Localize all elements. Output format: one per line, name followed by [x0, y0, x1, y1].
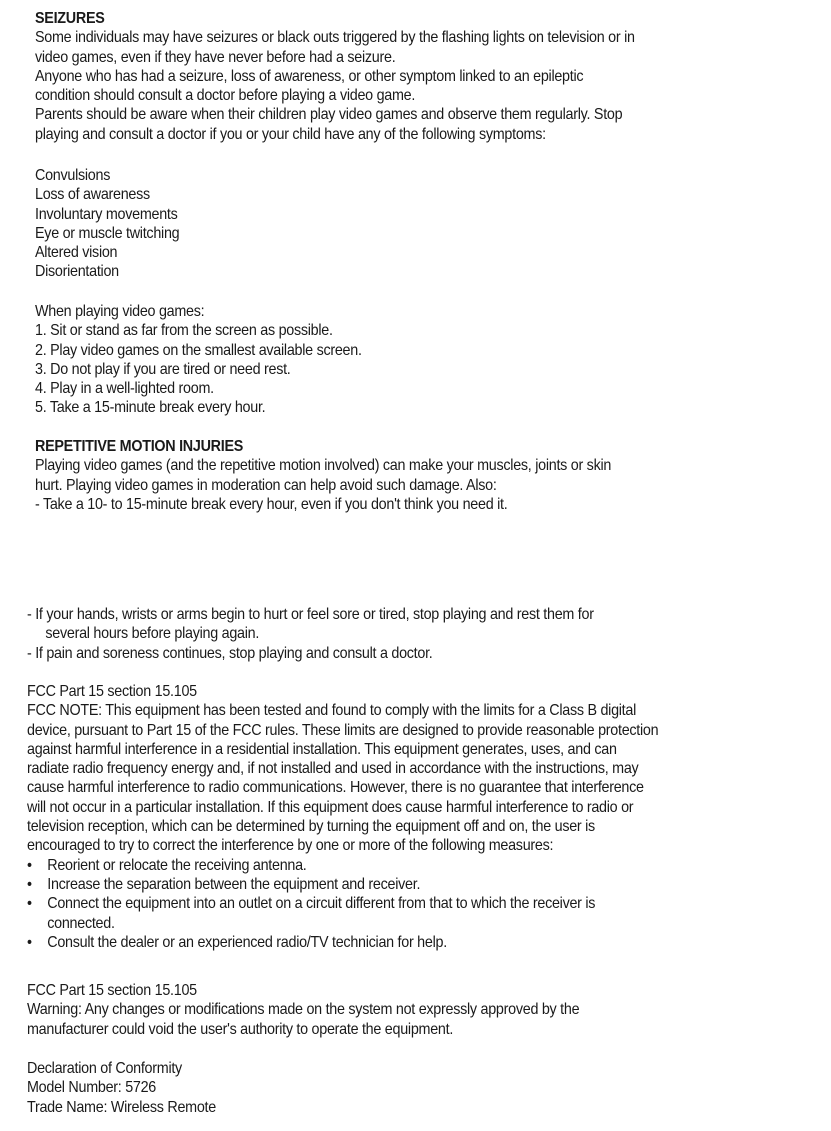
repetitive-item: - If your hands, wrists or arms begin to hurt or feel sore or tired, stop playing and rest them for [27, 606, 594, 623]
trade-name: Trade Name: Wireless Remote [27, 1098, 216, 1116]
bullet-icon: • [27, 875, 32, 893]
symptom-item: Involuntary movements [35, 205, 178, 223]
seizures-line: Anyone who has had a seizure, loss of awareness, or other symptom linked to an epileptic [35, 67, 584, 85]
fcc-note-line: will not occur in a particular installation. If this equipment does cause harmful interference to radio or [27, 798, 634, 816]
fcc-bullet-text: Consult the dealer or an experienced radio/TV technician for help. [47, 933, 447, 951]
fcc-note-section [27, 682, 658, 952]
declaration-title: Declaration of Conformity [27, 1060, 182, 1077]
fcc-bullet [27, 856, 658, 875]
tip-item: 2. Play video games on the smallest available screen. [35, 341, 362, 359]
fcc-bullet-text: Connect the equipment into an outlet on a circuit different from that to which the receiver is [47, 895, 596, 913]
tip-item: 3. Do not play if you are tired or need rest. [35, 360, 291, 378]
seizures-line: Some individuals may have seizures or black outs triggered by the flashing lights on television or in [35, 29, 635, 47]
symptom-item: Disorientation [35, 263, 119, 281]
fcc-bullet-text: Increase the separation between the equipment and receiver. [47, 875, 421, 893]
seizures-line: playing and consult a doctor if you or your child have any of the following symptoms: [35, 125, 546, 143]
declaration-section [27, 1059, 216, 1117]
fcc-title: FCC Part 15 section 15.105 [27, 683, 197, 700]
fcc-bullet-cont: connected. [47, 914, 115, 932]
fcc-warning-line: Warning: Any changes or modifications made on the system not expressly approved by the [27, 1001, 580, 1019]
symptom-item: Convulsions [35, 167, 111, 184]
fcc-bullet-text: Reorient or relocate the receiving antenna. [47, 856, 307, 874]
seizures-heading: SEIZURES [35, 10, 105, 27]
seizures-section [35, 9, 635, 144]
symptom-item: Altered vision [35, 244, 118, 262]
repetitive-section [35, 437, 611, 514]
fcc-note-line: cause harmful interference to radio communications. However, there is no guarantee that interference [27, 779, 644, 797]
fcc-note-line: against harmful interference in a residential installation. This equipment generates, uses, and can [27, 740, 617, 758]
repetitive-continued [27, 605, 594, 663]
repetitive-line: hurt. Playing video games in moderation can help avoid such damage. Also: [35, 476, 497, 494]
repetitive-heading: REPETITIVE MOTION INJURIES [35, 438, 244, 455]
repetitive-item: - If pain and soreness continues, stop playing and consult a doctor. [27, 644, 433, 662]
symptom-item: Loss of awareness [35, 186, 150, 204]
tip-item: 1. Sit or stand as far from the screen as possible. [35, 322, 333, 340]
bullet-icon: • [27, 856, 32, 874]
symptoms-list [35, 166, 179, 282]
symptom-item: Eye or muscle twitching [35, 224, 180, 242]
fcc-bullet [27, 875, 658, 894]
repetitive-item: - Take a 10- to 15-minute break every hour, even if you don't think you need it. [35, 495, 508, 513]
tip-item: 4. Play in a well-lighted room. [35, 380, 214, 398]
seizures-line: condition should consult a doctor before playing a video game. [35, 87, 416, 105]
fcc-title: FCC Part 15 section 15.105 [27, 982, 197, 999]
tip-item: 5. Take a 15-minute break every hour. [35, 399, 266, 417]
fcc-bullet [27, 894, 658, 913]
fcc-bullet [27, 933, 658, 952]
repetitive-line: Playing video games (and the repetitive motion involved) can make your muscles, joints or skin [35, 457, 612, 475]
fcc-note-line: radiate radio frequency energy and, if not installed and used in accordance with the instructions, may [27, 760, 639, 778]
seizures-line: video games, even if they have never before had a seizure. [35, 48, 396, 66]
bullet-icon: • [27, 895, 32, 913]
fcc-warning-section [27, 981, 579, 1039]
fcc-note-line: device, pursuant to Part 15 of the FCC rules. These limits are designed to provide reasonable protection [27, 721, 659, 739]
seizures-line: Parents should be aware when their children play video games and observe them regularly. Stop [35, 106, 623, 124]
tips-intro: When playing video games: [35, 303, 205, 320]
fcc-warning-line: manufacturer could void the user's authority to operate the equipment. [27, 1020, 454, 1038]
tips-list [35, 302, 362, 418]
repetitive-item-cont: several hours before playing again. [45, 625, 260, 643]
fcc-note-line: television reception, which can be determined by turning the equipment off and on, the user is [27, 818, 595, 836]
fcc-note-line: FCC NOTE: This equipment has been tested and found to comply with the limits for a Class B digital [27, 702, 637, 720]
model-number: Model Number: 5726 [27, 1079, 157, 1097]
bullet-icon: • [27, 933, 32, 951]
fcc-note-line: encouraged to try to correct the interference by one or more of the following measures: [27, 837, 554, 855]
